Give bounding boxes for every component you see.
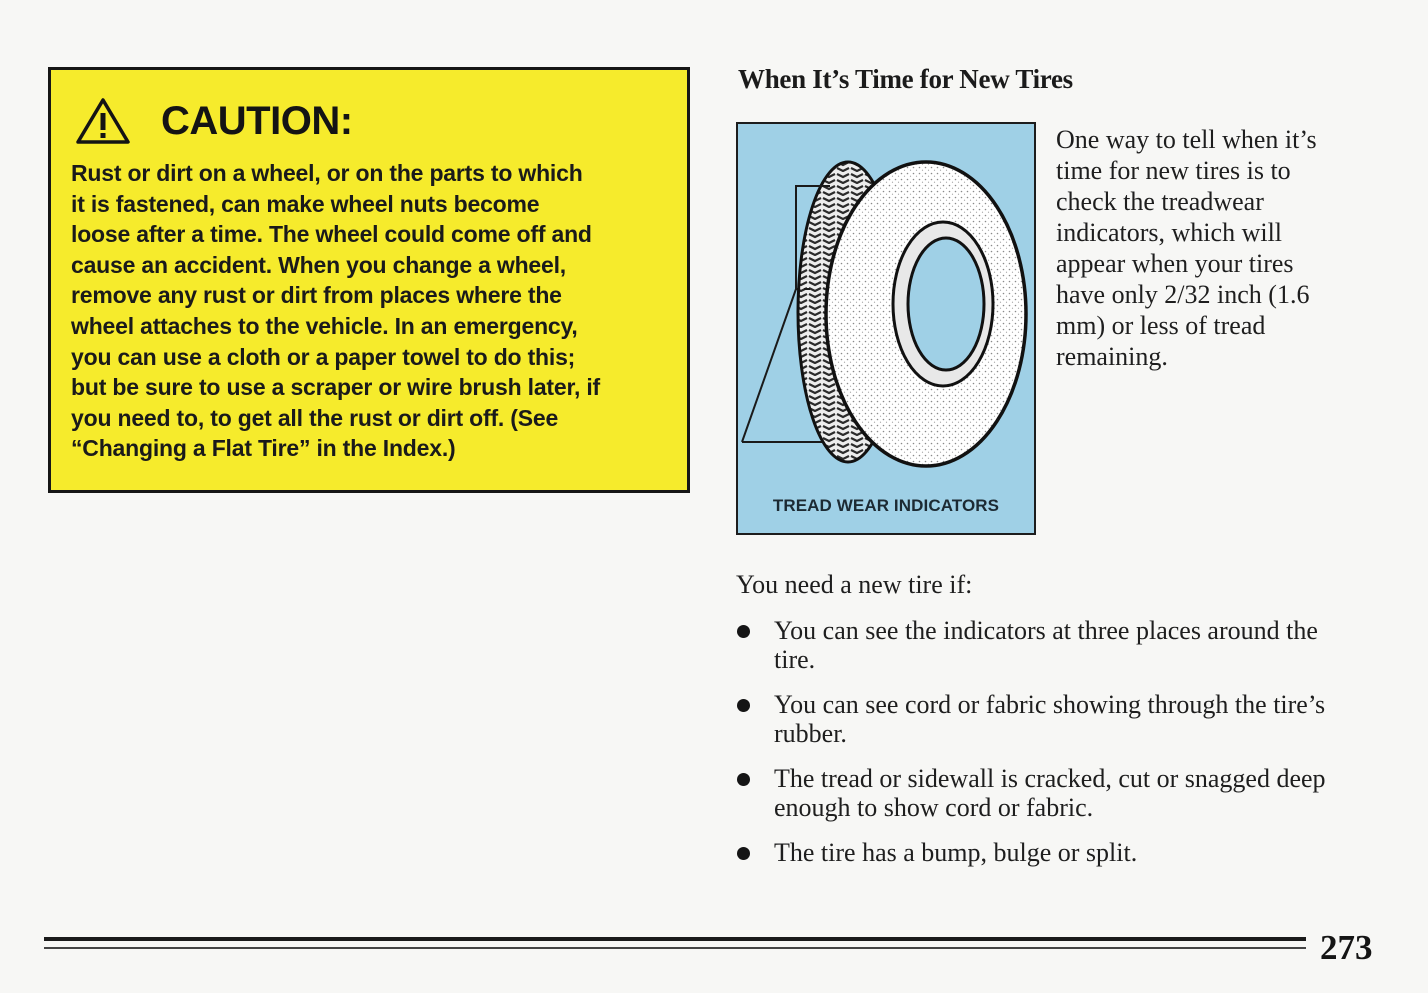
footer-rule-thin [44, 947, 1306, 949]
bullet-icon [737, 847, 750, 860]
bullet-list [736, 616, 1376, 883]
bullet-lead: You need a new tire if: [736, 570, 973, 599]
bullet-line: You can see cord or fabric showing through the tire’s [774, 690, 1326, 719]
caution-header [75, 86, 353, 156]
bullet-line: The tread or sidewall is cracked, cut or snagged deep [774, 764, 1326, 793]
intro-line: have only 2/32 inch (1.6 [1056, 280, 1310, 309]
section-heading: When It’s Time for New Tires [738, 64, 1073, 94]
list-item [736, 764, 1376, 822]
figure-caption: TREAD WEAR INDICATORS [772, 496, 1000, 515]
caution-line: you can use a cloth or a paper towel to do this; [71, 343, 576, 370]
caution-line: remove any rust or dirt from places where the [71, 282, 562, 309]
caution-title: CAUTION: [161, 98, 353, 143]
intro-line: time for new tires is to [1056, 156, 1291, 185]
caution-line: you need to, to get all the rust or dirt off. (See [71, 404, 559, 431]
intro-paragraph [1056, 124, 1356, 372]
intro-line: appear when your tires [1056, 249, 1294, 278]
caution-box [48, 67, 690, 493]
warning-triangle-icon [75, 97, 131, 145]
bullet-line: tire. [774, 645, 816, 674]
tire-illustration [738, 124, 1034, 533]
bullet-icon [737, 773, 750, 786]
caution-line: wheel attaches to the vehicle. In an emergency, [71, 312, 578, 339]
bullet-icon [737, 699, 750, 712]
caution-line: it is fastened, can make wheel nuts become [71, 190, 540, 217]
caution-line: loose after a time. The wheel could come off and [71, 221, 592, 248]
intro-line: mm) or less of tread [1056, 311, 1266, 340]
caution-text [71, 158, 671, 464]
intro-line: check the treadwear [1056, 187, 1264, 216]
caution-line: cause an accident. When you change a wheel, [71, 251, 566, 278]
page-number: 273 [1320, 928, 1373, 967]
caution-line: “Changing a Flat Tire” in the Index.) [71, 435, 456, 462]
bullet-line: enough to show cord or fabric. [774, 793, 1094, 822]
intro-line: One way to tell when it’s [1056, 125, 1317, 154]
intro-line: remaining. [1056, 342, 1168, 371]
intro-line: indicators, which will [1056, 218, 1283, 247]
bullet-line: rubber. [774, 719, 847, 748]
caution-line: but be sure to use a scraper or wire brush later, if [71, 374, 600, 401]
list-item [736, 616, 1376, 674]
tread-figure [736, 122, 1036, 535]
bullet-line: The tire has a bump, bulge or split. [774, 838, 1138, 867]
footer-rule [44, 937, 1306, 941]
list-item [736, 838, 1376, 867]
list-item [736, 690, 1376, 748]
bullet-line: You can see the indicators at three places around the [774, 616, 1318, 645]
caution-line: Rust or dirt on a wheel, or on the parts to which [71, 160, 583, 186]
bullet-icon [737, 625, 750, 638]
